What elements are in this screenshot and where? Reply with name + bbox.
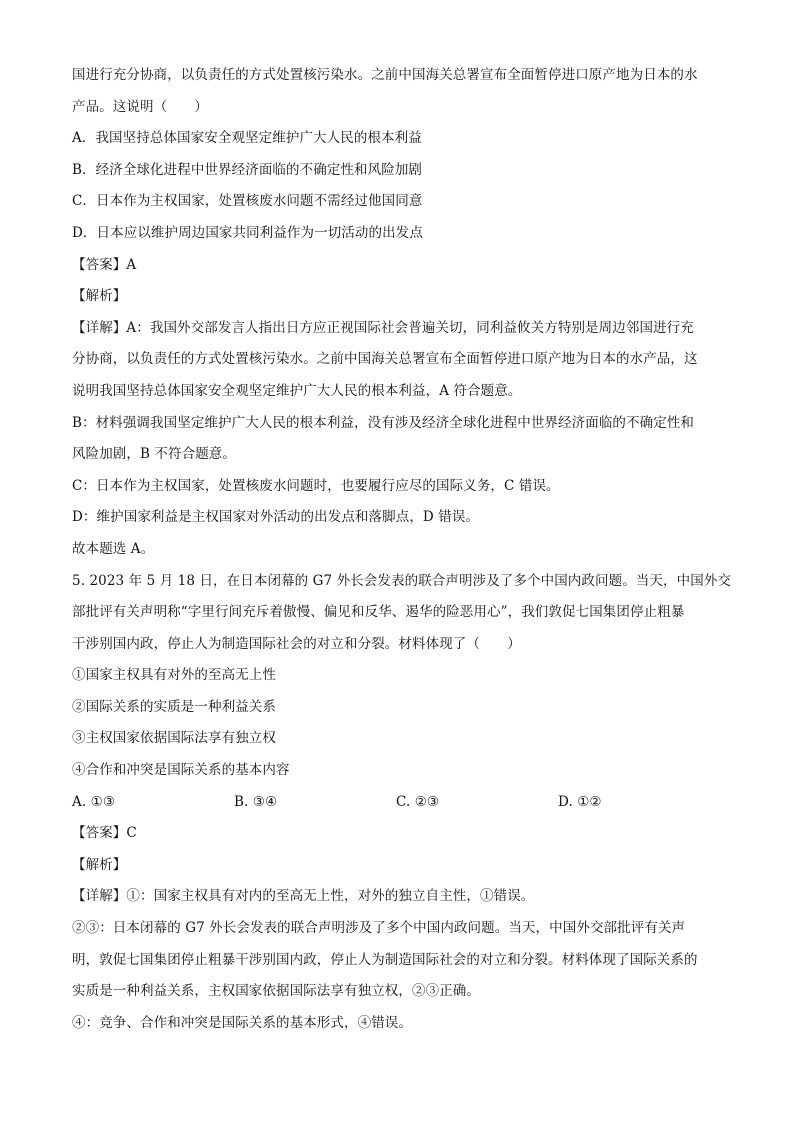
q4-stem-line: 国进行充分协商，以负责任的方式处置核污染水。之前中国海关总署宣布全面暂停进口原产地为日本的水 bbox=[72, 67, 698, 83]
q4-detail-line: D：维护国家利益是主权国家对外活动的出发点和落脚点，D 错误。 bbox=[72, 509, 480, 526]
q5-stem-line: 干涉别国内政，停止人为制造国际社会的对立和分裂。材料体现了（ ） bbox=[72, 635, 521, 652]
q5-statement: ③主权国家依据国际法享有独立权 bbox=[72, 730, 276, 747]
q5-detail-line: 实质是一种利益关系，主权国家依据国际法享有独立权，②③正确。 bbox=[72, 983, 480, 1000]
q4-option-d: D．日本应以维护周边国家共同利益作为一切活动的出发点 bbox=[72, 224, 423, 241]
q4-stem-line: 产品。这说明（ ） bbox=[72, 98, 208, 115]
q4-detail-line: 分协商，以负责任的方式处置核污染水。之前中国海关总署宣布全面暂停进口原产地为日本的水产品，这 bbox=[72, 351, 698, 368]
q5-statement: ②国际关系的实质是一种利益关系 bbox=[72, 698, 276, 715]
q5-choice-a: A. ①③ bbox=[72, 793, 116, 810]
q4-detail-line: 风险加剧，B 不符合题意。 bbox=[72, 446, 237, 463]
q4-detail-line: 说明我国坚持总体国家安全观坚定维护广大人民的根本利益，A 符合题意。 bbox=[72, 382, 522, 399]
q4-option-b: B．经济全球化进程中世界经济面临的不确定性和风险加剧 bbox=[72, 161, 423, 178]
q4-detail-line: B：材料强调我国坚定维护广大人民的根本利益，没有涉及经济全球化进程中世界经济面临的不确定性和 bbox=[72, 414, 695, 431]
q5-choice-c: C. ②③ bbox=[396, 793, 440, 810]
q5-choice-b: B. ③④ bbox=[234, 793, 278, 810]
q4-option-c: C．日本作为主权国家，处置核废水问题不需经过他国同意 bbox=[72, 193, 423, 210]
q4-answer: 【答案】A bbox=[72, 256, 137, 273]
q5-detail-line: ②③：日本闭幕的 G7 外长会发表的联合声明涉及了多个中国内政问题。当天，中国外交部批评有关声 bbox=[72, 920, 686, 937]
q4-conclusion: 故本题选 A。 bbox=[72, 540, 155, 557]
q5-stem-line: 5. 2023 年 5 月 18 日，在日本闭幕的 G7 外长会发表的联合声明涉及了多个中国内政问题。当天，中国外交 bbox=[72, 572, 732, 589]
q5-choice-d: D. ①② bbox=[558, 793, 602, 810]
q5-detail-line: ④：竞争、合作和冲突是国际关系的基本形式，④错误。 bbox=[72, 1014, 412, 1031]
q5-statement: ④合作和冲突是国际关系的基本内容 bbox=[72, 762, 290, 779]
q4-analysis-heading: 【解析】 bbox=[72, 288, 127, 305]
q4-option-a: A．我国坚持总体国家安全观坚定维护广大人民的根本利益 bbox=[72, 130, 422, 147]
q5-analysis-heading: 【解析】 bbox=[72, 856, 127, 873]
q4-detail-line: C：日本作为主权国家，处置核废水问题时，也要履行应尽的国际义务，C 错误。 bbox=[72, 477, 560, 494]
q5-choices bbox=[72, 791, 722, 813]
q5-detail-line: 明，敦促七国集团停止粗暴干涉别国内政，停止人为制造国际社会的对立和分裂。材料体现了国际关系的 bbox=[72, 951, 698, 968]
q5-stem-line: 部批评有关声明称“字里行间充斥着傲慢、偏见和反华、遏华的险恶用心”，我们敦促七国集团停止粗暴 bbox=[72, 604, 685, 621]
q5-detail-line: 【详解】①：国家主权具有对内的至高无上性，对外的独立自主性，①错误。 bbox=[72, 888, 535, 905]
q5-statement: ①国家主权具有对外的至高无上性 bbox=[72, 667, 276, 684]
q5-answer: 【答案】C bbox=[72, 825, 137, 842]
q4-detail-line: 【详解】A：我国外交部发言人指出日方应正视国际社会普遍关切，同利益攸关方特别是周边邻国进行充 bbox=[72, 319, 694, 336]
document-page bbox=[72, 64, 732, 1043]
